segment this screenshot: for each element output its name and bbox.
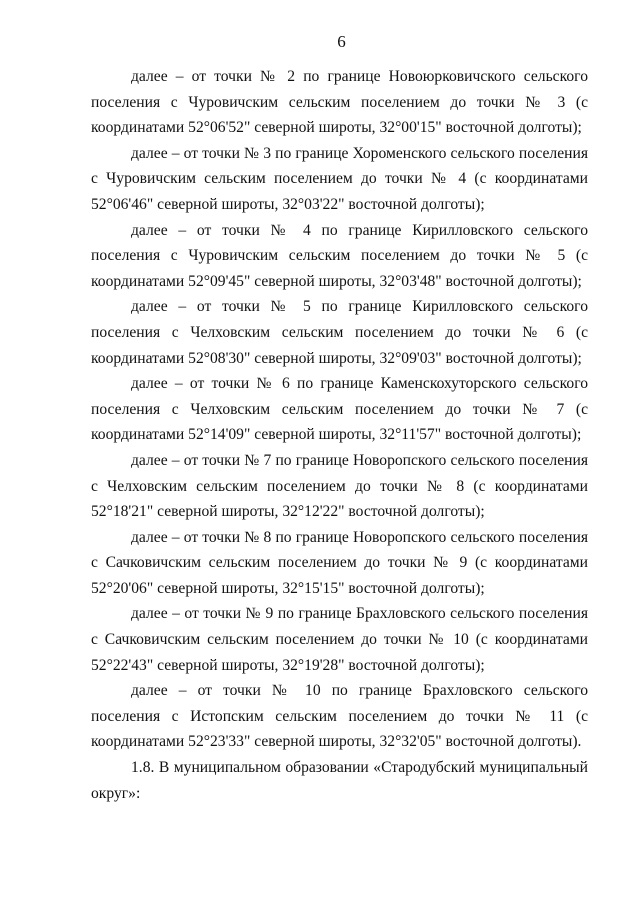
paragraph-point-7 — [91, 448, 588, 525]
paragraph-text: далее – от точки № 6 по границе Каменскохуторского сельского поселения с Челховским сельским поселением до точки № 7 (с координатами 52°14'09" северной широты, 32°11'57" восточной долготы); — [91, 375, 588, 444]
paragraph-text: далее – от точки № 4 по границе Кирилловского сельского поселения с Чуровичским сельским поселением до точки № 5 (с координатами 52°09'45" северной широты, 32°03'48" восточной долготы); — [91, 221, 588, 290]
paragraph-text: далее – от точки № 7 по границе Новоропского сельского поселения с Челховским сельским поселением до точки № 8 (с координатами 52°18'21" северной широты, 32°12'22" восточной долготы); — [91, 451, 588, 521]
paragraph-text: далее – от точки № 9 по границе Брахловского сельского поселения с Сачковичским сельским поселением до точки № 10 (с координатами 52°22'43" северной широты, 32°19'28" восточной долготы); — [91, 605, 588, 674]
paragraph-section-1-8 — [91, 755, 588, 806]
paragraph-text: далее – от точки № 2 по границе Новоюрковичского сельского поселения с Чуровичским сельским поселением до точки № 3 (с координатами 52°06'52" северной широты, 32°00'15" восточной долготы); — [91, 68, 588, 137]
page-number: 6 — [337, 32, 346, 51]
paragraph-point-9 — [91, 601, 588, 678]
paragraph-point-8 — [91, 525, 588, 602]
paragraph-point-2 — [91, 64, 588, 141]
paragraph-text: далее – от точки № 3 по границе Хороменского сельского поселения с Чуровичским сельским поселением до точки № 4 (с координатами 52°06'46" северной широты, 32°03'22" восточной долготы); — [91, 144, 588, 213]
paragraph-text: 1.8. В муниципальном образовании «Стародубский муниципальный округ»: — [91, 759, 588, 802]
paragraph-point-3 — [91, 141, 588, 218]
paragraph-text: далее – от точки № 10 по границе Брахловского сельского поселения с Истопским сельским поселением до точки № 11 (с координатами 52°23'33" северной широты, 32°32'05" восточной долготы). — [91, 682, 588, 751]
paragraph-point-5 — [91, 294, 588, 371]
paragraph-text: далее – от точки № 8 по границе Новоропского сельского поселения с Сачковичским сельским поселением до точки № 9 (с координатами 52°20'06" северной широты, 32°15'15" восточной долготы); — [91, 528, 588, 597]
paragraph-text: далее – от точки № 5 по границе Кирилловского сельского поселения с Челховским сельским поселением до точки № 6 (с координатами 52°08'30" северной широты, 32°09'03" восточной долготы); — [91, 298, 588, 367]
document-body — [91, 64, 588, 806]
paragraph-point-10 — [91, 678, 588, 755]
paragraph-point-6 — [91, 371, 588, 448]
paragraph-point-4 — [91, 218, 588, 295]
